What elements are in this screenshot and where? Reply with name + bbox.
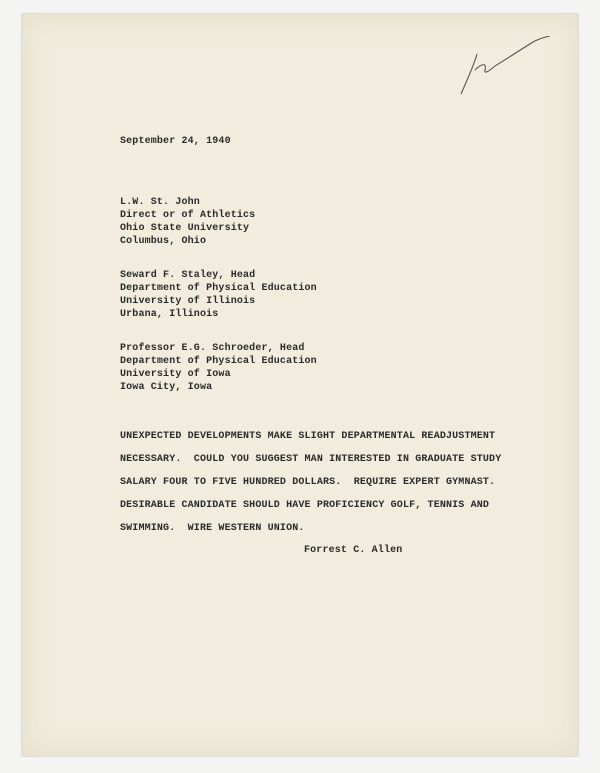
- body-line-4: DESIRABLE CANDIDATE SHOULD HAVE PROFICIENCY GOLF, TENNIS AND: [120, 500, 490, 511]
- body-line-3: SALARY FOUR TO FIVE HUNDRED DOLLARS. REQUIRE EXPERT GYMNAST.: [120, 477, 496, 488]
- recipient-1-line-2: Direct or of Athletics: [120, 210, 256, 221]
- body-line-1: UNEXPECTED DEVELOPMENTS MAKE SLIGHT DEPARTMENTAL READJUSTMENT: [120, 431, 496, 442]
- recipient-1-line-1: L.W. St. John: [120, 197, 200, 208]
- recipient-2-line-4: Urbana, Illinois: [120, 309, 219, 320]
- recipient-2-line-2: Department of Physical Education: [120, 283, 317, 294]
- recipient-3-line-1: Professor E.G. Schroeder, Head: [120, 343, 305, 354]
- letter-date: September 24, 1940: [120, 136, 231, 147]
- letter-page: [22, 14, 578, 756]
- handwritten-pencil-mark: [455, 36, 555, 96]
- recipient-2-line-1: Seward F. Staley, Head: [120, 270, 256, 281]
- body-line-5: SWIMMING. WIRE WESTERN UNION.: [120, 523, 305, 534]
- recipient-3-line-3: University of Iowa: [120, 369, 231, 380]
- body-line-2: NECESSARY. COULD YOU SUGGEST MAN INTERESTED IN GRADUATE STUDY: [120, 454, 502, 465]
- recipient-3-line-2: Department of Physical Education: [120, 356, 317, 367]
- recipient-1-line-3: Ohio State University: [120, 223, 250, 234]
- recipient-1-line-4: Columbus, Ohio: [120, 236, 207, 247]
- signature-name: Forrest C. Allen: [304, 545, 403, 556]
- recipient-3-line-4: Iowa City, Iowa: [120, 382, 213, 393]
- recipient-2-line-3: University of Illinois: [120, 296, 256, 307]
